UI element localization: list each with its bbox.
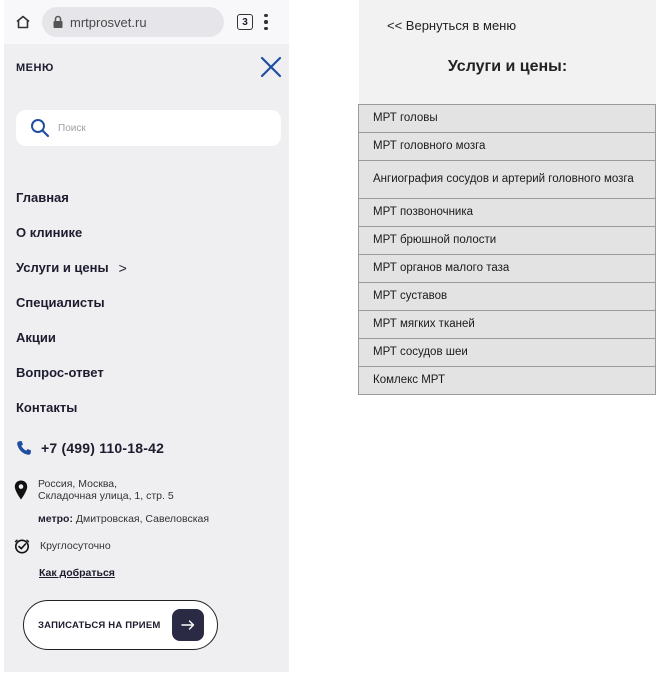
- phone-icon: [16, 440, 32, 456]
- service-item-pelvis-mri[interactable]: МРТ органов малого таза: [358, 255, 656, 283]
- nav-item-contacts[interactable]: [16, 390, 281, 425]
- services-title: Услуги и цены:: [447, 58, 568, 75]
- service-item-head-mri[interactable]: МРТ головы: [358, 105, 656, 133]
- nav-item-about[interactable]: [16, 215, 281, 250]
- map-pin-icon: [14, 480, 28, 500]
- working-hours: [14, 538, 111, 554]
- nav-item-label: О клинике: [16, 225, 83, 240]
- nav-item-label: Специалисты: [16, 295, 105, 310]
- mobile-menu-panel: [4, 0, 289, 672]
- service-item-joints-mri[interactable]: МРТ суставов: [358, 283, 656, 311]
- nav-item-services[interactable]: [16, 250, 281, 285]
- menu-title: МЕНЮ: [16, 62, 54, 74]
- back-to-menu-link[interactable]: << Вернуться в меню: [387, 18, 517, 33]
- phone-number[interactable]: +7 (499) 110-18-42: [41, 440, 165, 456]
- nav-item-label: Акции: [16, 330, 56, 345]
- address-field[interactable]: [42, 7, 224, 37]
- service-item-spine-mri[interactable]: МРТ позвоночника: [358, 199, 656, 227]
- metro-value: Дмитровская, Савеловская: [75, 513, 210, 525]
- service-item-neck-vessels-mri[interactable]: МРТ сосудов шеи: [358, 339, 656, 367]
- lock-icon: [52, 15, 64, 29]
- directions-link[interactable]: Как добраться: [39, 567, 115, 579]
- hours-text: Круглосуточно: [40, 540, 111, 552]
- search-box[interactable]: [16, 110, 281, 146]
- nav-item-home[interactable]: [16, 180, 281, 215]
- browser-url-bar: [4, 0, 289, 44]
- kebab-icon[interactable]: [264, 14, 268, 31]
- tab-switcher-button[interactable]: 3: [237, 14, 253, 30]
- appointment-button[interactable]: [23, 600, 218, 650]
- chevron-right-icon: >: [118, 259, 127, 276]
- metro-info: [38, 513, 209, 525]
- service-item-angiography[interactable]: Ангиография сосудов и артерий головного мозга: [358, 161, 656, 199]
- nav-item-label: Услуги и цены: [16, 260, 109, 275]
- address-line2: Складочная улица, 1, стр. 5: [38, 490, 174, 502]
- home-icon[interactable]: [12, 11, 34, 33]
- appointment-label: ЗАПИСАТЬСЯ НА ПРИЕМ: [38, 619, 161, 631]
- submenu-header: [359, 0, 656, 104]
- contact-phone[interactable]: [16, 440, 164, 456]
- nav-item-label: Главная: [16, 190, 69, 205]
- service-item-brain-mri[interactable]: МРТ головного мозга: [358, 133, 656, 161]
- address-block: [14, 478, 174, 502]
- search-input[interactable]: [58, 123, 258, 134]
- service-item-complex-mri[interactable]: Комлекс МРТ: [358, 367, 656, 395]
- nav-item-label: Вопрос-ответ: [16, 365, 104, 380]
- url-text: mrtprosvet.ru: [70, 14, 147, 30]
- main-nav: [16, 180, 281, 425]
- nav-item-promotions[interactable]: [16, 320, 281, 355]
- arrow-right-icon[interactable]: [172, 609, 204, 641]
- nav-item-faq[interactable]: [16, 355, 281, 390]
- address-line1: Россия, Москва,: [38, 478, 118, 490]
- metro-label: метро:: [38, 513, 73, 525]
- services-list: [358, 104, 656, 395]
- nav-item-specialists[interactable]: [16, 285, 281, 320]
- search-icon: [30, 118, 50, 138]
- service-item-abdomen-mri[interactable]: МРТ брюшной полости: [358, 227, 656, 255]
- menu-header: [4, 56, 289, 80]
- close-icon[interactable]: [260, 56, 282, 78]
- nav-item-label: Контакты: [16, 400, 78, 415]
- clock-icon: [14, 538, 30, 554]
- service-item-soft-tissue-mri[interactable]: МРТ мягких тканей: [358, 311, 656, 339]
